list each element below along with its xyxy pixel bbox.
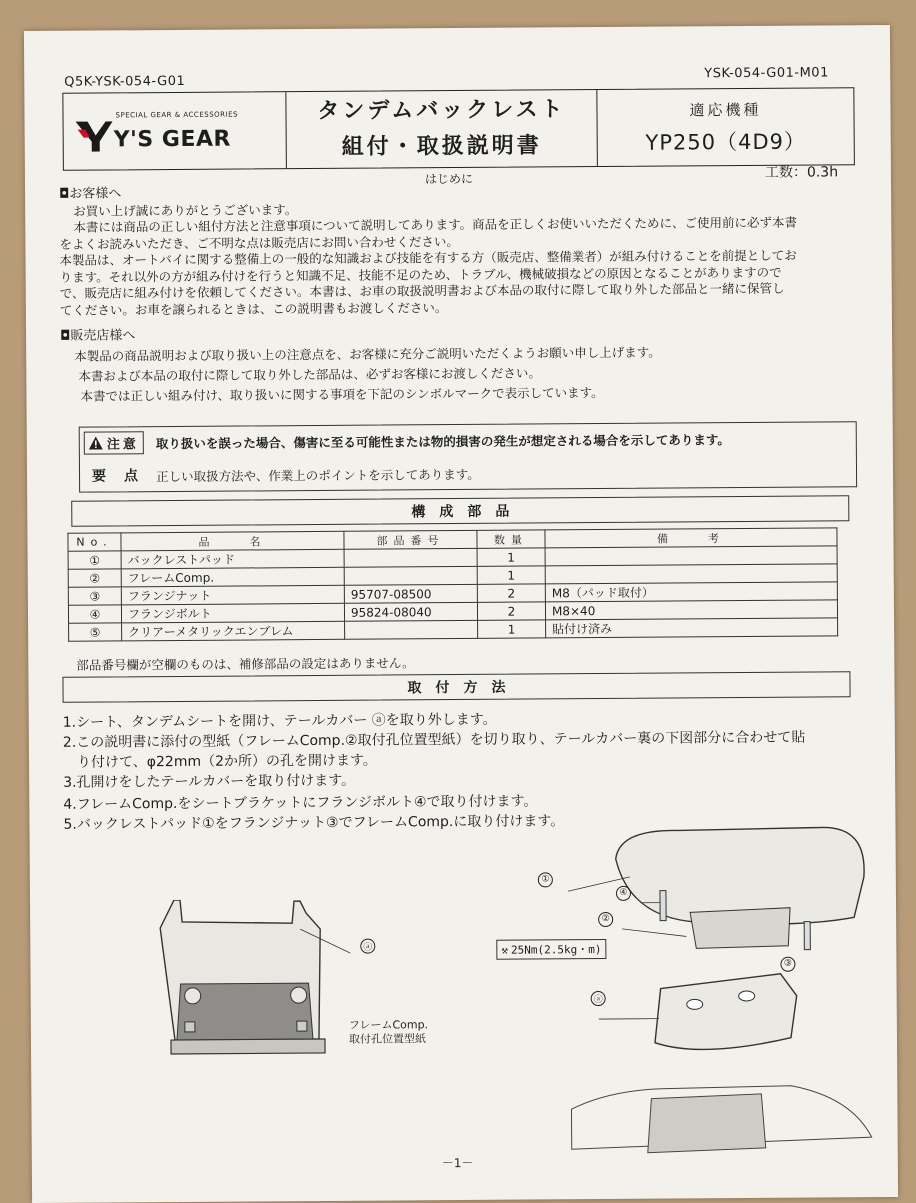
install-step5: 5.バックレストパッド①をフランジナット③でフレームComp.に取り付けます。 <box>63 811 564 834</box>
logo-name: Y'S GEAR <box>114 127 231 153</box>
caution-badge <box>84 431 144 454</box>
callout-3: ③ <box>780 956 795 972</box>
cell-note: M8×40 <box>545 600 837 620</box>
model-value: YP250（4D9） <box>645 125 806 156</box>
callout-a-left: ⓐ <box>360 939 375 954</box>
cell-name: バックレストパッド <box>121 549 344 569</box>
cell-no: ③ <box>68 587 121 605</box>
dealer-line3: 本書では正しい組み付け、取り扱いに関する事項を下記のシンボルマークで表示しています。 <box>60 381 850 407</box>
cell-qty: 1 <box>478 620 546 638</box>
customer-section <box>59 181 850 319</box>
install-step1: 1.シート、タンデムシートを開け、テールカバー ⓐを取り外します。 <box>63 710 497 733</box>
parts-title: 構 成 部 品 <box>411 501 509 522</box>
cell-name: クリアーメタリックエンブレム <box>122 621 345 641</box>
customer-line6: で、販売店に組み付けを依頼してください。本書は、お車の取扱説明書および本品の取付に際して取り外した部品と一緒に保管し <box>60 280 850 302</box>
doc-title <box>286 90 598 168</box>
cell-no: ② <box>68 569 121 587</box>
cell-note <box>545 564 837 584</box>
cell-name: フランジボルト <box>121 603 344 623</box>
torque-value: 25Nm(2.5kg・m) <box>511 941 602 958</box>
template-label2: 取付孔位置型紙 <box>349 1030 426 1047</box>
customer-line2: 本書には商品の正しい組付方法と注意事項について説明してあります。商品を正しくお使いいただくために、ご使用前に必ず本書 <box>59 214 849 236</box>
customer-line3: をよくお読みいただき、ご不明な点は販売店にお問い合わせください。 <box>59 231 849 253</box>
ys-logo-icon <box>74 115 114 155</box>
cell-note: M8（パッド取付） <box>545 582 837 602</box>
callout-1: ① <box>538 871 553 887</box>
cell-part <box>344 566 477 585</box>
cell-name: フレームComp. <box>121 567 344 587</box>
wrench-icon: ⚒ <box>501 943 508 956</box>
cell-part <box>344 548 477 567</box>
col-name: 品 名 <box>121 531 344 551</box>
doc-code-left: Q5K-YSK-054-G01 <box>64 74 185 90</box>
parts-footnote: 部品番号欄が空欄のものは、補修部品の設定はありません。 <box>76 653 414 673</box>
dealer-heading: 販売店様へ <box>70 328 135 343</box>
title-line1: タンデムバックレスト <box>317 92 565 130</box>
cell-part: 95707-08500 <box>344 584 477 603</box>
symbol-notice-box <box>79 421 857 492</box>
point-label: 要 点 <box>92 465 140 485</box>
doc-code-right: YSK-054-G01-M01 <box>704 65 829 81</box>
col-no: No. <box>68 533 121 551</box>
caution-text: 取り扱いを誤った場合、傷害に至る可能性または物的損害の発生が想定される場合を示してあります。 <box>156 430 730 452</box>
cell-qty: 1 <box>477 548 545 566</box>
model-cell <box>597 88 854 166</box>
cell-qty: 2 <box>477 602 545 620</box>
template-label1: フレームComp. <box>349 1016 428 1033</box>
point-text: 正しい取扱方法や、作業上のポイントを示してあります。 <box>156 465 480 485</box>
customer-line4: 本製品は、オートバイに関する整備上の一般的な知識および技能を有する方（販売店、整備業者）が組み付けることを前提としてお <box>59 247 849 269</box>
callout-2: ② <box>598 911 613 927</box>
cell-note: 貼付け済み <box>546 618 838 638</box>
tail-cover-template-diagram <box>150 899 351 1060</box>
intro-heading: はじめに <box>425 170 473 187</box>
cell-no: ① <box>68 551 121 569</box>
callout-4: ④ <box>616 885 631 901</box>
logo-tagline: SPECIAL GEAR & ACCESSORIES <box>115 111 237 120</box>
col-part: 部品番号 <box>344 530 477 549</box>
cell-part: 95824-08040 <box>344 602 477 621</box>
model-label: 適応機種 <box>689 98 761 120</box>
customer-heading: お客様へ <box>69 186 121 201</box>
customer-line1: お買い上げ誠にありがとうございます。 <box>59 198 849 220</box>
install-step2b: り付けて、φ22mm（2か所）の孔を開けます。 <box>77 751 377 773</box>
cell-no: ⑤ <box>69 623 122 641</box>
cell-no: ④ <box>68 605 121 623</box>
instruction-sheet <box>24 25 898 1203</box>
install-step3: 3.孔開けをしたテールカバーを取り付けます。 <box>63 771 355 793</box>
dealer-line1: 本製品の商品説明および取り扱い上の注意点を、お客様に充分ご説明いただくようお願い申し上げます。 <box>60 341 850 367</box>
header-box <box>62 87 855 171</box>
col-qty: 数量 <box>477 530 545 548</box>
dealer-line2: 本書および本品の取付に際して取り外した部品は、必ずお客様にお渡しください。 <box>60 361 850 387</box>
customer-line5: ります。それ以外の方が組み付けを行うと知識不足、技能不足のため、トラブル、機械破損などの原因となることがありますので <box>60 264 850 286</box>
brand-logo <box>63 92 287 170</box>
section-marker-icon: ◘ <box>60 329 70 344</box>
install-title: 取 付 方 法 <box>407 677 505 698</box>
caution-label: 注意 <box>107 433 139 452</box>
backrest-assembly-diagram <box>549 817 897 1159</box>
cell-note <box>545 546 837 566</box>
customer-line7: てください。お車を譲られるときは、この説明書もお渡しください。 <box>60 297 850 319</box>
section-marker-icon: ◘ <box>59 187 69 202</box>
cell-name: フランジナット <box>121 585 344 605</box>
cell-qty: 2 <box>477 584 545 602</box>
page-number: －1－ <box>442 1154 474 1171</box>
col-note: 備 考 <box>545 528 837 548</box>
install-step2a: 2.この説明書に添付の型紙（フレームComp.②取付孔位置型紙）を切り取り、テールカバー裏の下図部分に合わせて貼 <box>63 728 806 753</box>
parts-band <box>71 495 849 526</box>
callout-a-right: ⓐ <box>591 991 606 1006</box>
install-step4: 4.フレームComp.をシートブラケットにフランジボルト④で取り付けます。 <box>63 791 537 814</box>
work-hours: 工数：0.3h <box>765 161 838 182</box>
torque-box <box>496 939 606 960</box>
warning-triangle-icon <box>89 436 103 449</box>
title-line2: 組付・取扱説明書 <box>342 128 542 165</box>
install-band <box>62 671 850 703</box>
cell-part <box>345 620 478 639</box>
cell-qty: 1 <box>477 566 545 584</box>
parts-table <box>67 527 838 641</box>
dealer-section <box>60 321 851 407</box>
